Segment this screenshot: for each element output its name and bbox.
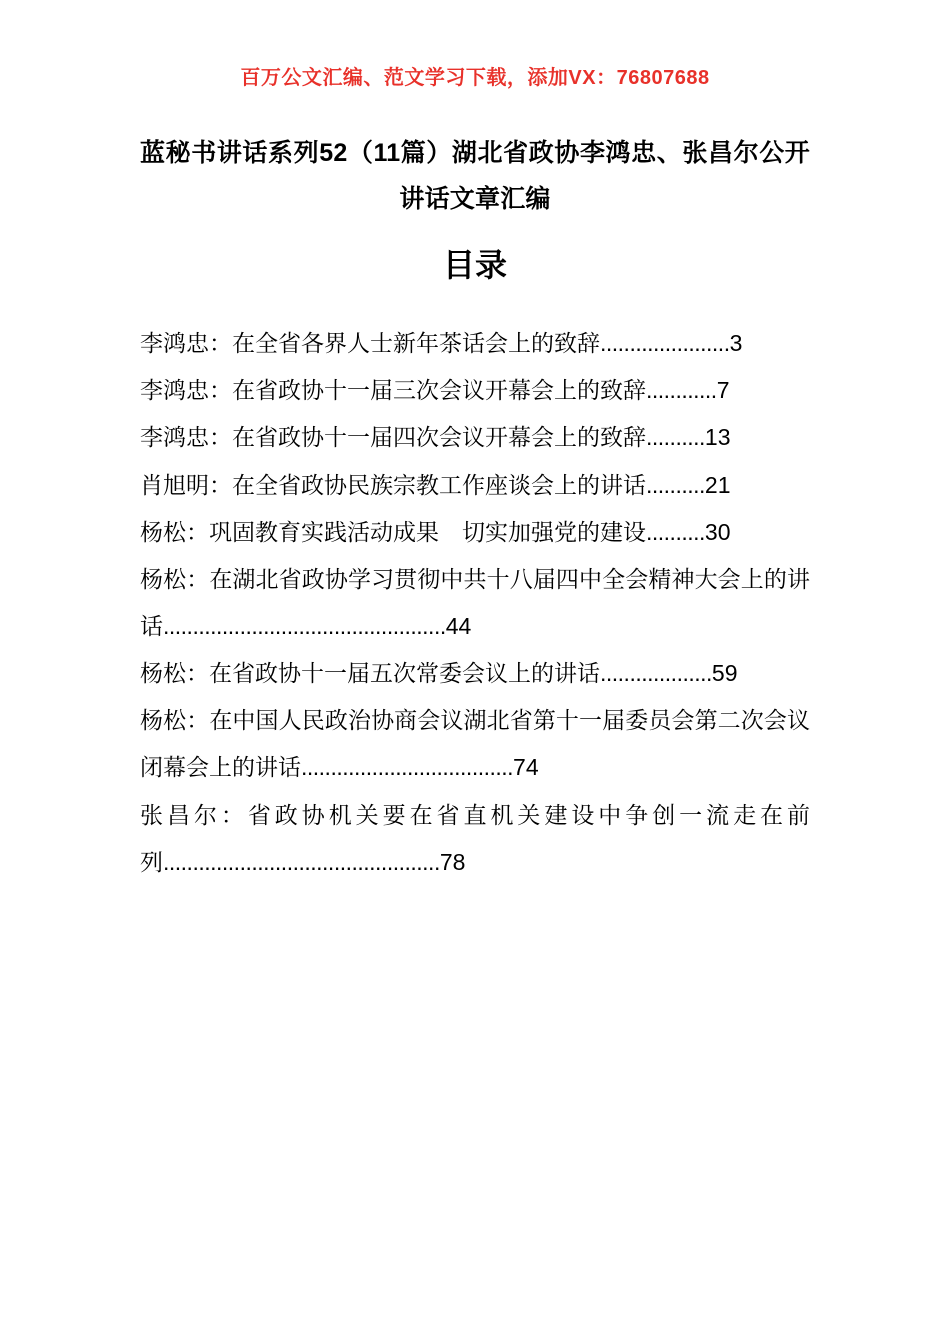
toc-page-number: 59 (711, 660, 738, 687)
table-of-contents-list (140, 320, 810, 886)
toc-entry-title: 肖旭明：在全省政协民族宗教工作座谈会上的讲话 (140, 471, 646, 498)
toc-page-number: 21 (704, 471, 731, 498)
toc-entry[interactable] (140, 697, 810, 791)
toc-entry-title: 张昌尔：省政协机关要在省直机关建设中争创一流走在前列 (140, 801, 810, 875)
toc-entry[interactable] (140, 509, 810, 556)
toc-leader-dots: ................... (600, 660, 712, 687)
toc-page-number: 30 (704, 518, 731, 545)
toc-leader-dots: ............................................... (163, 848, 440, 875)
toc-entry-title: 杨松：在中国人民政治协商会议湖北省第十一届委员会第二次会议闭幕会上的讲话 (140, 707, 810, 781)
toc-leader-dots: .................................... (301, 754, 514, 781)
toc-entry[interactable] (140, 462, 810, 509)
toc-page-number: 44 (445, 612, 472, 639)
watermark-banner: 百万公文汇编、范文学习下载，添加VX：76807688 (240, 67, 710, 89)
toc-entry-title: 杨松：在省政协十一届五次常委会议上的讲话 (140, 660, 600, 687)
toc-page-number: 3 (729, 330, 743, 357)
toc-leader-dots: ............ (646, 377, 717, 404)
toc-entry[interactable] (140, 367, 810, 414)
toc-entry[interactable] (140, 414, 810, 461)
toc-entry[interactable] (140, 320, 810, 367)
toc-entry[interactable] (140, 792, 810, 886)
toc-entry-title: 杨松：在湖北省政协学习贯彻中共十八届四中全会精神大会上的讲话 (140, 565, 810, 639)
toc-entry-title: 李鸿忠：在省政协十一届三次会议开幕会上的致辞 (140, 377, 646, 404)
toc-page-number: 13 (704, 424, 731, 451)
toc-entry[interactable] (140, 650, 810, 697)
toc-leader-dots: .......... (646, 424, 705, 451)
toc-page-number: 74 (513, 754, 539, 781)
toc-page-number: 7 (716, 377, 730, 404)
toc-entry-title: 杨松：巩固教育实践活动成果 切实加强党的建设 (140, 518, 646, 545)
toc-entry-title: 李鸿忠：在省政协十一届四次会议开幕会上的致辞 (140, 424, 646, 451)
toc-leader-dots: ...................... (600, 330, 730, 357)
toc-leader-dots: .......... (646, 471, 705, 498)
toc-entry[interactable] (140, 556, 810, 650)
toc-leader-dots: ................................................ (163, 612, 446, 639)
toc-entry-title: 李鸿忠：在全省各界人士新年茶话会上的致辞 (140, 330, 600, 357)
toc-page-number: 78 (439, 848, 466, 875)
page-title: 蓝秘书讲话系列52（11篇）湖北省政协李鸿忠、张昌尔公开讲话文章汇编 (140, 139, 810, 214)
table-of-contents-heading: 目录 (442, 246, 507, 283)
toc-leader-dots: .......... (646, 518, 705, 545)
